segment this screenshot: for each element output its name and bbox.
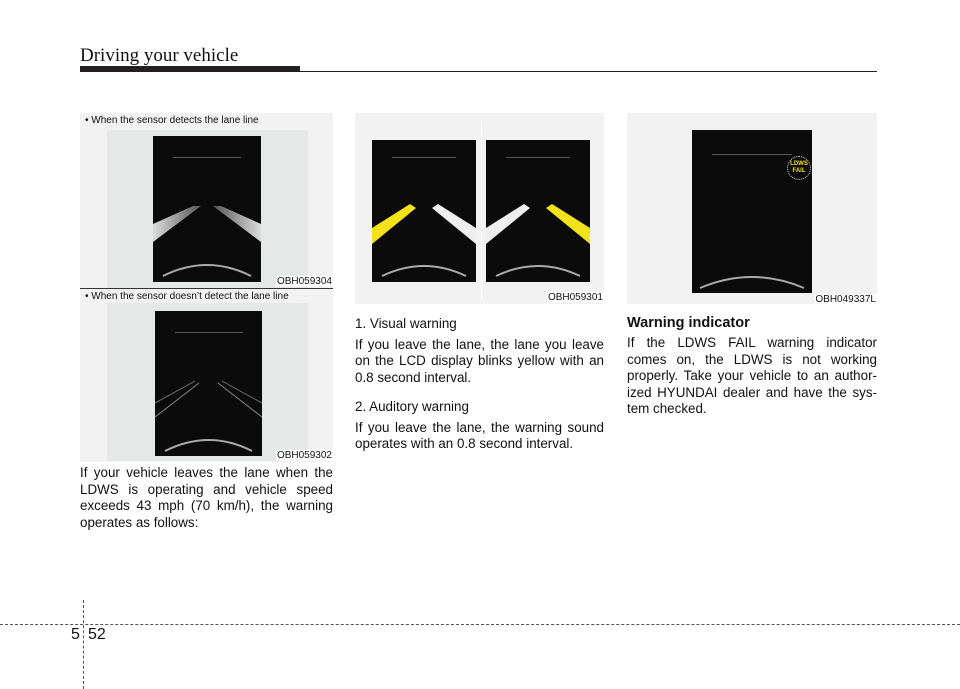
lcd-screen-fail xyxy=(692,130,812,293)
figure-code-no-detect: OBH059302 xyxy=(276,450,332,461)
ldws-fail-indicator-icon xyxy=(787,156,811,180)
footer-rule xyxy=(0,624,960,625)
figure-code-fail: OBH049337L xyxy=(815,294,876,305)
indicator-line2: FAIL xyxy=(792,168,806,174)
visual-warning-text: If you leave the lane, the lane you leave on the LCD display blinks yellow with an 0.8 second interval. xyxy=(355,336,604,385)
figure-panel-visual-warning xyxy=(355,113,604,304)
auditory-warning-text: If you leave the lane, the warning sound operates with an 0.8 second interval. xyxy=(355,419,604,451)
chapter-number: 5 xyxy=(71,626,80,643)
lcd-screen-detect xyxy=(153,136,261,282)
warning-indicator-text: If the LDWS FAIL warning indicator comes on, the LDWS is not working properly. Take your vehicle to an author-ized HYUNDAI dealer and have the sys-tem checked. xyxy=(627,335,877,416)
page-header-title: Driving your vehicle xyxy=(80,45,239,66)
auditory-warning-title: 2. Auditory warning xyxy=(355,399,469,414)
figure-divider xyxy=(80,288,333,289)
header-rule xyxy=(300,71,877,72)
figure-no-detect xyxy=(107,303,308,461)
lcd-screen-right-warning xyxy=(486,140,590,282)
warning-indicator-heading: Warning indicator xyxy=(627,315,750,331)
lcd-screen-left-warning xyxy=(372,140,476,282)
footer-vertical-rule xyxy=(83,600,84,689)
figure-panel-lane-detection xyxy=(80,113,333,462)
col2-content xyxy=(355,316,604,453)
figure-caption-no-detect: • When the sensor doesn’t detect the lane line xyxy=(85,291,289,302)
figure-panel-ldws-fail xyxy=(627,113,877,304)
visual-warning-title: 1. Visual warning xyxy=(355,316,457,331)
page-number: 52 xyxy=(88,626,106,643)
lcd-screen-no-detect xyxy=(155,311,262,456)
header-bar xyxy=(80,66,300,72)
figure-detect xyxy=(107,130,308,288)
col3-content xyxy=(627,315,877,418)
figure-code-detect: OBH059304 xyxy=(276,276,332,287)
figure-code-warning: OBH059301 xyxy=(547,292,603,303)
indicator-line1: LDWS xyxy=(790,161,808,167)
col1-paragraph: If your vehicle leaves the lane when the LDWS is operating and vehicle speed exceeds 43 mph (70 km/h), the warning operates as follows: xyxy=(80,465,333,530)
figure-caption-detect: • When the sensor detects the lane line xyxy=(85,115,259,126)
figure-divider xyxy=(481,121,482,299)
